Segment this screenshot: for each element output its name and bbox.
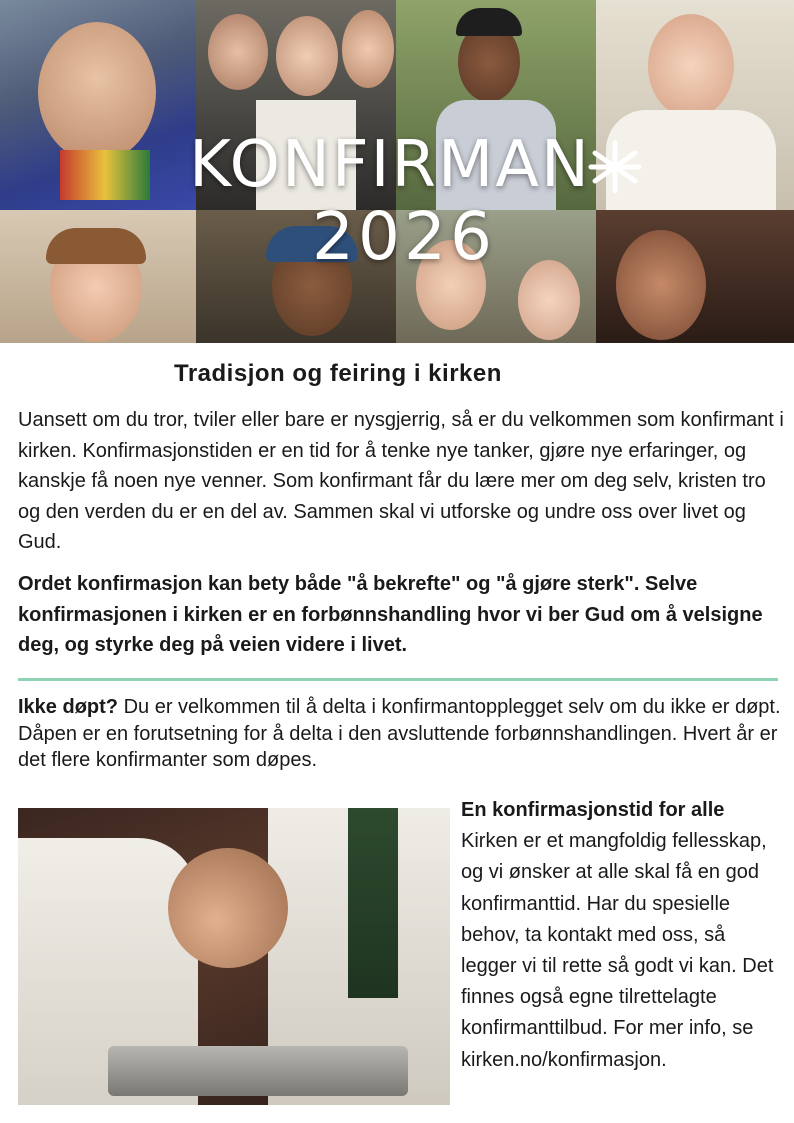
photo-tile-priest-group [196,0,396,210]
cap-shape [456,8,522,36]
hero-title-text: KONFIRMAN [189,128,591,202]
portrait-face [38,22,156,162]
side-text: Kirken er et mangfoldig fellesskap, og vi ønsker at alle skal få en god konfirmanttid. Har du spesielle behov, ta kontakt med oss, så legger vi til rette så godt vi kan. Det finnes også egne tilrettelagte konfirmanttilbud. For mer info, se kirken.no/konfirmasjon. [461,830,774,1071]
confirmand-head [168,848,288,968]
photo-tile-girl-headscarf [196,210,396,343]
robe-shape [606,110,776,210]
hair-shape [46,228,146,264]
photo-tile-boy-cap [396,0,596,210]
photo-tile-smiling-boy [0,210,196,343]
baptism-notice [18,694,788,774]
headscarf-shape [266,226,358,262]
portrait-face [416,240,486,330]
portrait-face [518,260,580,340]
baptismal-font-shape [108,1046,408,1096]
portrait-face [276,16,338,96]
intro-paragraph: Uansett om du tror, tviler eller bare er nysgjerrig, så er du velkommen som konfirmant i kirken. Konfirmasjonstiden er en tid for å tenke nye tanker, gjøre nye erfaringer, og kanskje få noen nye venner. Som konfirmant får du lære mer om deg selv, kristen tro og den verden du er en del av. Sammen skal vi utforske og undre oss over livet og Gud. [18,409,784,553]
baptism-notice-text: Du er velkommen til å delta i konfirmantopplegget selv om du ikke er døpt. Dåpen er en forutsetning for å delta i den avsluttende forbønnshandlingen. Hvert år er det flere konfirmanter som døpes. [18,696,781,771]
portrait-face [616,230,706,340]
portrait-face [342,10,394,88]
baptism-photo [18,808,450,1105]
side-title: En konfirmasjonstid for alle [461,799,725,821]
page-heading: Tradisjon og feiring i kirken [174,360,502,387]
robe-shape [256,100,356,210]
portrait-face [648,14,734,118]
section-divider [18,678,778,681]
photo-tile-girl-glasses [596,0,794,210]
photo-tile-boy-profile [596,210,794,343]
baptism-notice-lead: Ikke døpt? [18,696,119,718]
hero-year: 2026 [312,198,496,275]
photo-tile-sami-boy [0,0,196,210]
collar-shape [60,150,150,200]
portrait-face [208,14,268,90]
side-column [461,795,781,1076]
intro-bold-paragraph: Ordet konfirmasjon kan bety både "å bekrefte" og "å gjøre sterk". Selve konfirmasjonen i kirken er en forbønnshandling hvor vi ber Gud om å velsigne deg, og styrke deg på veien videre i livet. [18,573,763,656]
hero-collage [0,0,794,343]
hoodie-shape [436,100,556,210]
photo-tile-laughing-girls [396,210,596,343]
stole-shape [348,808,398,998]
